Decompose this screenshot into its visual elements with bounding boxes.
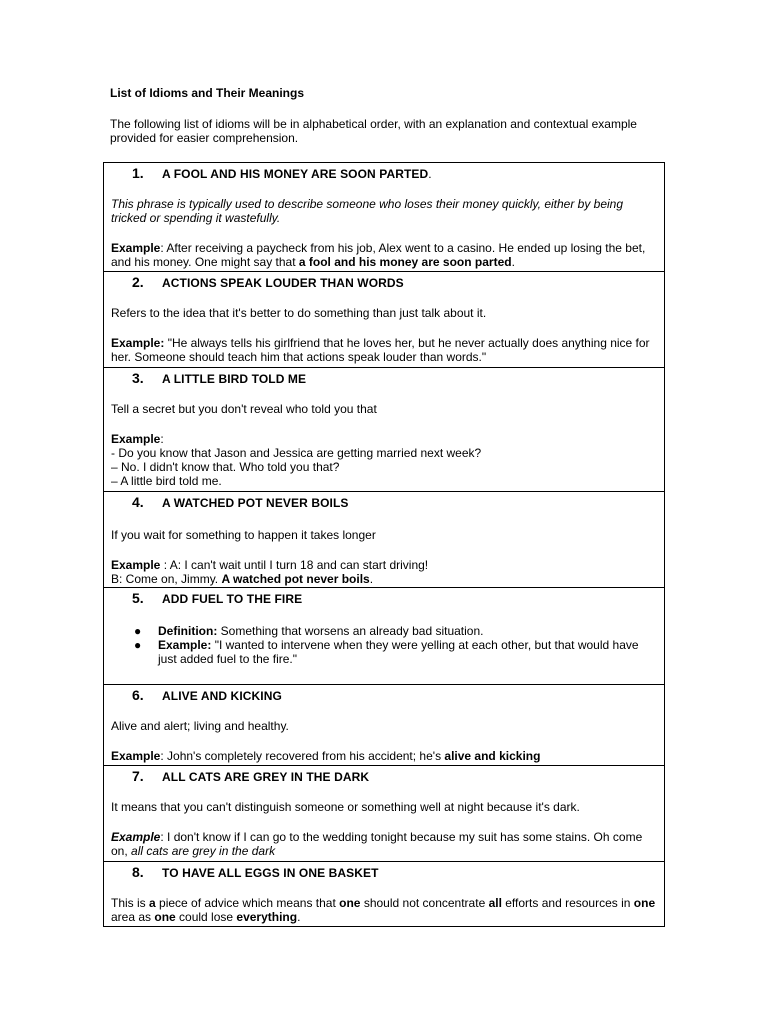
idiom-example: Example: John's completely recovered from his accident; he's alive and kicking bbox=[111, 749, 541, 763]
idiom-bullet-list bbox=[111, 624, 657, 666]
idiom-meaning: If you wait for something to happen it takes longer bbox=[111, 528, 376, 542]
idiom-header bbox=[111, 495, 657, 510]
idiom-meaning: This phrase is typically used to describe someone who loses their money quickly, either by being tricked or spending it wastefully. bbox=[111, 197, 624, 225]
idiom-title: ACTIONS SPEAK LOUDER THAN WORDS bbox=[162, 276, 404, 290]
idiom-row-1 bbox=[104, 163, 665, 272]
idiom-header bbox=[111, 688, 657, 703]
idiom-row-3 bbox=[104, 368, 665, 492]
idiom-example: Example : A: I can't wait until I turn 18 and can start driving! bbox=[111, 558, 429, 572]
text-run: area as bbox=[111, 910, 155, 924]
text-run: should not concentrate bbox=[360, 896, 489, 910]
idiom-number: 5. bbox=[132, 590, 144, 606]
idiom-meaning: Alive and alert; living and healthy. bbox=[111, 719, 289, 733]
idiom-row-2 bbox=[104, 272, 665, 368]
idiom-title: A LITTLE BIRD TOLD ME bbox=[162, 372, 307, 386]
idiom-number: 8. bbox=[132, 864, 144, 880]
dialogue-line: – No. I didn't know that. Who told you that? bbox=[111, 460, 340, 474]
text-run: piece of advice which means that bbox=[155, 896, 340, 910]
idiom-row-7 bbox=[104, 766, 665, 862]
idiom-header bbox=[111, 865, 657, 880]
idioms-table bbox=[103, 162, 665, 927]
idiom-header bbox=[111, 591, 657, 606]
idiom-meaning: Tell a secret but you don't reveal who told you that bbox=[111, 402, 377, 416]
bullet-icon: ● bbox=[134, 624, 142, 638]
idiom-row-6 bbox=[104, 685, 665, 766]
idiom-title: ALL CATS ARE GREY IN THE DARK bbox=[162, 770, 370, 784]
text-run: one bbox=[154, 910, 176, 924]
dialogue-line: – A little bird told me. bbox=[111, 474, 222, 488]
idiom-example-line2: B: Come on, Jimmy. A watched pot never boils. bbox=[111, 572, 374, 586]
idiom-row-5 bbox=[104, 588, 665, 685]
idiom-title: ALIVE AND KICKING bbox=[162, 689, 282, 703]
idiom-example: Example: I don't know if I can go to the wedding tonight because my suit has some stains. Oh come on, all cats are grey in the dark bbox=[111, 830, 643, 858]
idiom-example-label: Example: bbox=[111, 432, 164, 446]
text-run: one bbox=[339, 896, 361, 910]
idiom-number: 1. bbox=[132, 165, 144, 181]
idiom-title: A WATCHED POT NEVER BOILS bbox=[162, 496, 349, 510]
idiom-title: A FOOL AND HIS MONEY ARE SOON PARTED. bbox=[162, 167, 432, 181]
page-title: List of Idioms and Their Meanings bbox=[110, 86, 305, 100]
bullet-icon: ● bbox=[134, 638, 142, 652]
idiom-header bbox=[111, 769, 657, 784]
idiom-header bbox=[111, 166, 657, 181]
idiom-header bbox=[111, 371, 657, 386]
text-run: a bbox=[149, 896, 156, 910]
idiom-example: Example: "He always tells his girlfriend that he loves her, but he never actually does anything nice for her. Someone should teach him that actions speak louder than words." bbox=[111, 336, 650, 364]
intro-paragraph: The following list of idioms will be in alphabetical order, with an explanation and contextual example provided for easier comprehension. bbox=[110, 117, 637, 145]
bullet-example: ● Example: "I wanted to intervene when they were yelling at each other, but that would have just added fuel to the fire." bbox=[134, 638, 639, 666]
idiom-number: 6. bbox=[132, 687, 144, 703]
idiom-row-4 bbox=[104, 492, 665, 588]
idiom-meaning: It means that you can't distinguish someone or something well at night because it's dark. bbox=[111, 800, 580, 814]
idiom-meaning bbox=[111, 896, 657, 924]
idiom-example: Example: After receiving a paycheck from his job, Alex went to a casino. He ended up losing the bet, and his money. One might say that a fool and his money are soon parted. bbox=[111, 241, 646, 269]
idiom-number: 4. bbox=[132, 494, 144, 510]
idiom-title: ADD FUEL TO THE FIRE bbox=[162, 592, 303, 606]
text-run: . bbox=[297, 910, 301, 924]
idiom-meaning: Refers to the idea that it's better to do something than just talk about it. bbox=[111, 306, 487, 320]
bullet-definition: ● Definition: Something that worsens an already bad situation. bbox=[134, 624, 484, 638]
idiom-header bbox=[111, 275, 657, 290]
text-run: all bbox=[488, 896, 502, 910]
text-run: This is bbox=[111, 896, 150, 910]
idiom-number: 3. bbox=[132, 370, 144, 386]
text-run: everything bbox=[236, 910, 298, 924]
text-run: one bbox=[633, 896, 656, 910]
idiom-row-8 bbox=[104, 862, 665, 927]
idiom-title: TO HAVE ALL EGGS IN ONE BASKET bbox=[162, 866, 379, 880]
idiom-number: 7. bbox=[132, 768, 144, 784]
text-run: could lose bbox=[175, 910, 237, 924]
idiom-number: 2. bbox=[132, 274, 144, 290]
dialogue-line: - Do you know that Jason and Jessica are getting married next week? bbox=[111, 446, 482, 460]
text-run: efforts and resources in bbox=[501, 896, 634, 910]
